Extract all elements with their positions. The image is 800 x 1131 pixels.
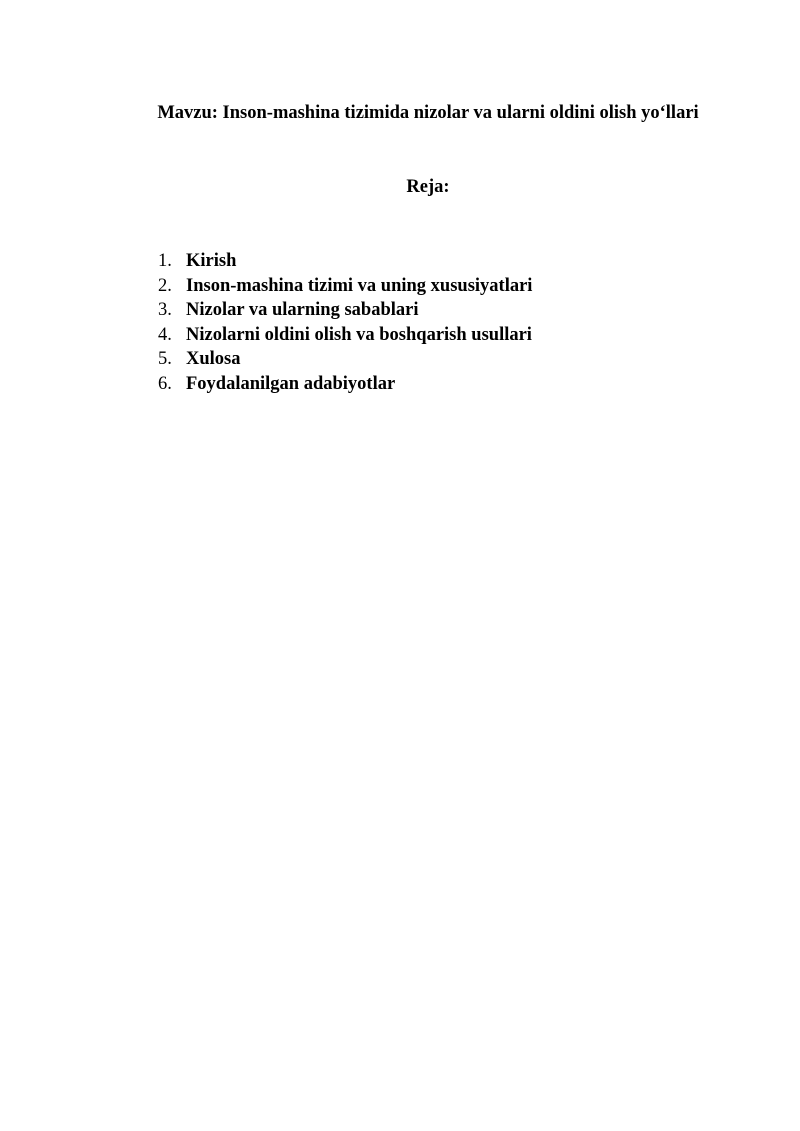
plan-heading: Reja:	[406, 177, 450, 197]
plan-item-references	[158, 372, 532, 397]
plan-item-conclusion	[158, 347, 532, 372]
plan-item-number: 3.	[158, 300, 172, 321]
plan-item-text: Foydalanilgan adabiyotlar	[186, 373, 396, 394]
plan-item-number: 5.	[158, 349, 172, 370]
plan-item-prevention-methods	[158, 323, 532, 348]
plan-item-kirish	[158, 249, 532, 274]
plan-list	[158, 249, 532, 397]
plan-item-conflicts-causes	[158, 298, 532, 323]
plan-item-number: 4.	[158, 324, 172, 345]
plan-item-text: Nizolar va ularning sabablari	[186, 300, 419, 321]
plan-item-system-features	[158, 274, 532, 299]
plan-item-number: 2.	[158, 275, 172, 296]
plan-item-text: Xulosa	[186, 349, 241, 370]
plan-item-number: 1.	[158, 251, 172, 271]
plan-item-number: 6.	[158, 373, 172, 394]
plan-item-text: Kirish	[186, 251, 237, 271]
document-title: Mavzu: Inson-mashina tizimida nizolar va ularni oldini olish yo‘llari	[157, 103, 699, 123]
plan-item-text: Nizolarni oldini olish va boshqarish usullari	[186, 324, 532, 345]
plan-item-text: Inson-mashina tizimi va uning xususiyatlari	[186, 275, 533, 296]
